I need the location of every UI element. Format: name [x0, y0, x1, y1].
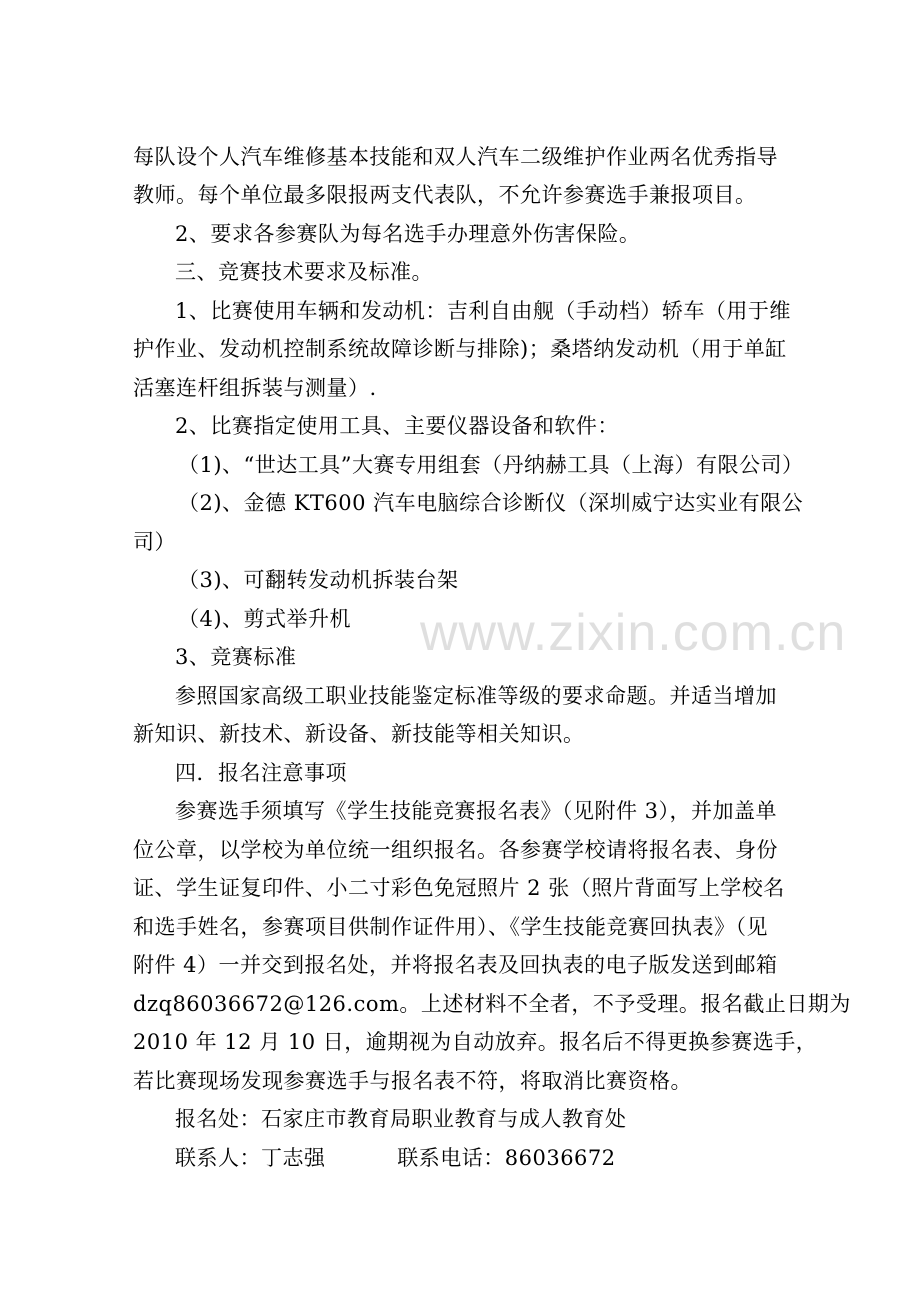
- body-text-line: 2010 年 12 月 10 日，逾期视为自动放弃。报名后不得更换参赛选手，: [133, 1030, 818, 1054]
- body-text-line: 2、要求各参赛队为每名选手办理意外伤害保险。: [175, 222, 641, 246]
- body-text-line: 教师。每个单位最多限报两支代表队，不允许参赛选手兼报项目。: [133, 183, 757, 207]
- body-text-line: 证、学生证复印件、小二寸彩色免冠照片 2 张（照片背面写上学校名: [133, 876, 785, 900]
- body-text-line: 1、比赛使用车辆和发动机：吉利自由舰（手动档）轿车（用于维: [175, 299, 791, 323]
- body-text-line: 参照国家高级工职业技能鉴定标准等级的要求命题。并适当增加: [175, 684, 777, 708]
- body-text-line: 和选手姓名，参赛项目供制作证件用）、《学生技能竞赛回执表》（见: [133, 915, 768, 939]
- body-text-line: 若比赛现场发现参赛选手与报名表不符，将取消比赛资格。: [133, 1069, 692, 1093]
- registration-office: 报名处：石家庄市教育局职业教育与成人教育处: [175, 1107, 627, 1131]
- section-heading: 三、竞赛技术要求及标准。: [175, 260, 433, 284]
- body-text-line: 2、比赛指定使用工具、主要仪器设备和软件：: [175, 414, 619, 438]
- body-text-line: 位公章，以学校为单位统一组织报名。各参赛学校请将报名表、身份: [133, 838, 778, 862]
- body-text-line: 新知识、新技术、新设备、新技能等相关知识。: [133, 722, 585, 746]
- list-item: （1)、“世达工具”大赛专用组套（丹纳赫工具（上海）有限公司）: [178, 453, 804, 477]
- contact-info: 联系人：丁志强 联系电话：86036672: [175, 1146, 616, 1170]
- watermark: www.zixin.com.cn: [420, 604, 847, 662]
- body-text-line: dzq86036672@126.com。上述材料不全者，不予受理。报名截止日期为: [133, 992, 851, 1016]
- section-heading: 四．报名注意事项: [175, 761, 347, 785]
- body-text-line: 附件 4）一并交到报名处，并将报名表及回执表的电子版发送到邮箱: [133, 953, 778, 977]
- body-text-line: 活塞连杆组拆装与测量）.: [133, 376, 377, 400]
- body-text-line: 参赛选手须填写《学生技能竞赛报名表》（见附件 3），并加盖单: [175, 799, 778, 823]
- body-text-line: 护作业、发动机控制系统故障诊断与排除)；桑塔纳发动机（用于单缸: [133, 337, 787, 361]
- list-item: （4)、剪式举升机: [178, 607, 352, 631]
- list-item: （2)、金德 KT600 汽车电脑综合诊断仪（深圳威宁达实业有限公: [178, 491, 804, 515]
- list-item: （3)、可翻转发动机拆装台架: [178, 568, 459, 592]
- list-item-continuation: 司）: [133, 530, 176, 554]
- body-text-line: 3、竞赛标准: [175, 645, 297, 669]
- body-text-line: 每队设个人汽车维修基本技能和双人汽车二级维护作业两名优秀指导: [133, 145, 778, 169]
